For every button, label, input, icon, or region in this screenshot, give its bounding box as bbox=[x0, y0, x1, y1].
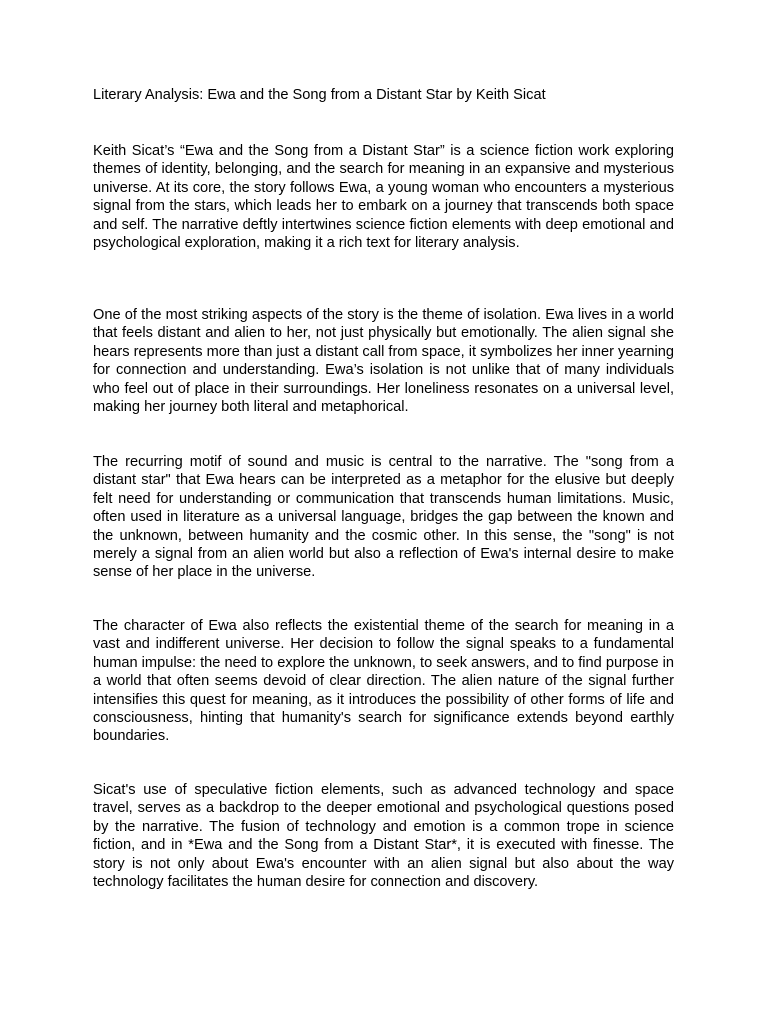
document-title: Literary Analysis: Ewa and the Song from a Distant Star by Keith Sicat bbox=[93, 87, 546, 103]
paragraph-isolation: One of the most striking aspects of the story is the theme of isolation. Ewa lives in a world that feels distant and alien to her, not just physically but emotionally. The alien signal she hears represents more than just a distant call from space, it symbolizes her inner yearning for connection and understanding. Ewa’s isolation is not unlike that of many individuals who feel out of place in their surroundings. Her loneliness resonates on a universal level, making her journey both literal and metaphorical. bbox=[93, 307, 674, 416]
paragraph-sound-music: The recurring motif of sound and music is central to the narrative. The "song from a distant star" that Ewa hears can be interpreted as a metaphor for the elusive but deeply felt need for understanding or communication that transcends human limitations. Music, often used in literature as a universal language, bridges the gap between the known and the unknown, between humanity and the cosmic other. In this sense, the "song" is not merely a signal from an alien world but also a reflection of Ewa's internal desire to make sense of her place in the universe. bbox=[93, 454, 674, 581]
paragraph-introduction: Keith Sicat’s “Ewa and the Song from a Distant Star” is a science fiction work exploring themes of identity, belonging, and the search for meaning in an expansive and mysterious universe. At its core, the story follows Ewa, a young woman who encounters a mysterious signal from the stars, which leads her to embark on a journey that transcends both space and self. The narrative deftly intertwines science fiction elements with deep emotional and psychological exploration, making it a rich text for literary analysis. bbox=[93, 143, 674, 252]
document-body bbox=[93, 86, 674, 891]
paragraph-speculative-fiction: Sicat's use of speculative fiction elements, such as advanced technology and space travel, serves as a backdrop to the deeper emotional and psychological questions posed by the narrative. The fusion of technology and emotion is a common trope in science fiction, and in *Ewa and the Song from a Distant Star*, it is executed with finesse. The story is not only about Ewa's encounter with an alien signal but also about the way technology facilitates the human desire for connection and discovery. bbox=[93, 782, 674, 891]
paragraph-search-meaning: The character of Ewa also reflects the existential theme of the search for meaning in a vast and indifferent universe. Her decision to follow the signal speaks to a fundamental human impulse: the need to explore the unknown, to seek answers, and to find purpose in a world that often seems devoid of clear direction. The alien nature of the signal further intensifies this quest for meaning, as it introduces the possibility of other forms of life and consciousness, hinting that humanity's search for significance extends beyond earthly boundaries. bbox=[93, 618, 674, 745]
